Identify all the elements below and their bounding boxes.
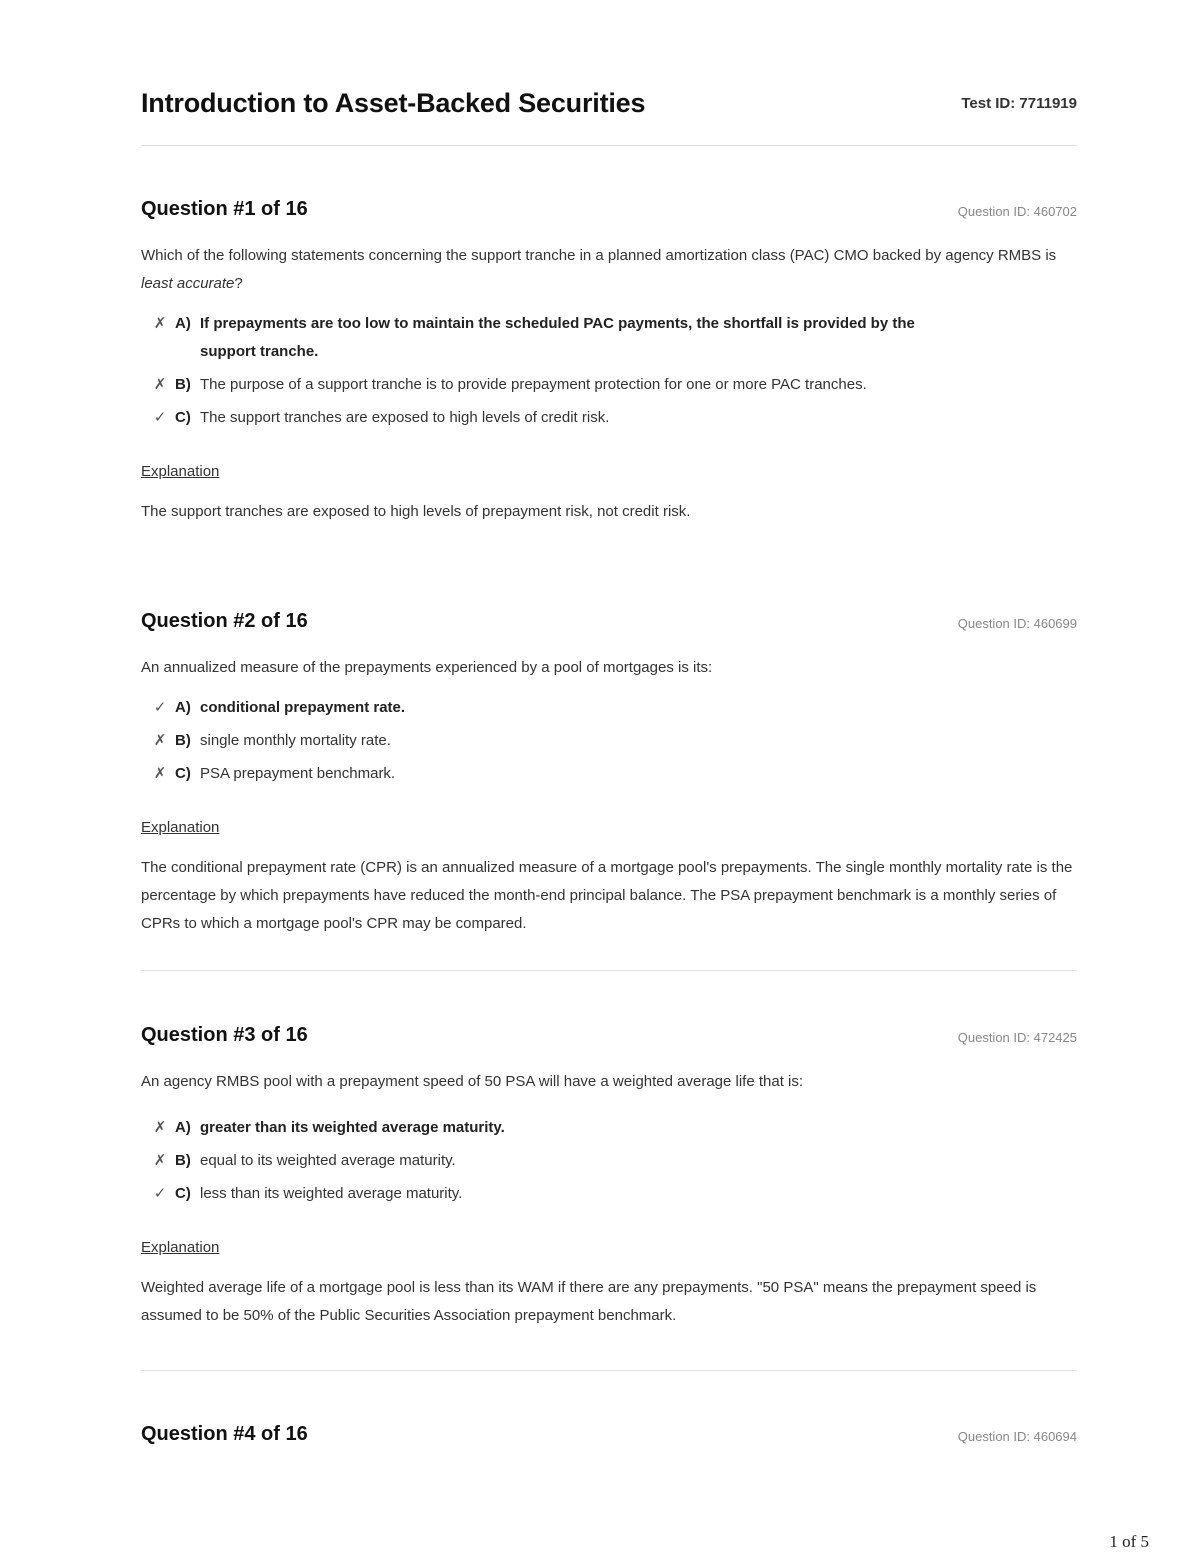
option-letter: C) — [175, 1185, 191, 1202]
cross-icon: ✗ — [153, 1152, 167, 1169]
question-title: Question #4 of 16 — [141, 1423, 308, 1445]
question-id: Question ID: 460694 — [957, 1429, 1077, 1444]
option-letter: A) — [175, 315, 191, 332]
answer-options — [141, 1114, 1077, 1208]
option-text: The purpose of a support tranche is to provide prepayment protection for one or more PAC tranches. — [200, 376, 867, 393]
option-letter: B) — [175, 376, 191, 393]
option-text: If prepayments are too low to maintain the scheduled PAC payments, the shortfall is provided by the support tranche. — [200, 315, 915, 360]
page-number: 1 of 5 — [1109, 1532, 1149, 1551]
answer-option-c — [141, 760, 1077, 788]
question-id: Question ID: 472425 — [957, 1030, 1077, 1045]
answer-option-c — [141, 1180, 1077, 1208]
question-id: Question ID: 460699 — [957, 616, 1077, 631]
stem-text: Which of the following statements concerning the support tranche in a planned amortization class (PAC) CMO backed by agency RMBS is — [141, 247, 1057, 264]
document-header — [141, 88, 1077, 128]
answer-option-b — [141, 371, 1077, 399]
question-header — [141, 198, 1077, 226]
question-title: Question #3 of 16 — [141, 1024, 308, 1046]
stem-text: An agency RMBS pool with a prepayment speed of 50 PSA will have a weighted average life that is: — [141, 1073, 804, 1090]
option-letter: C) — [175, 765, 191, 782]
cross-icon: ✗ — [153, 732, 167, 749]
check-icon: ✓ — [153, 1185, 167, 1202]
option-letter: B) — [175, 1152, 191, 1169]
test-id: Test ID: 7711919 — [961, 95, 1077, 112]
explanation-label: Explanation — [141, 819, 220, 836]
header-divider — [141, 145, 1077, 146]
page-title: Introduction to Asset-Backed Securities — [141, 88, 646, 118]
answer-option-a — [141, 310, 1077, 366]
option-text: greater than its weighted average maturity. — [200, 1119, 505, 1136]
question-header — [141, 610, 1077, 638]
question-stem — [141, 1068, 1077, 1096]
stem-emphasis: least accurate — [141, 275, 235, 292]
answer-option-b — [141, 1147, 1077, 1175]
cross-icon: ✗ — [153, 765, 167, 782]
question-divider — [141, 1370, 1077, 1371]
stem-text: An annualized measure of the prepayments experienced by a pool of mortgages is its: — [141, 659, 713, 676]
explanation-text: The support tranches are exposed to high levels of prepayment risk, not credit risk. — [141, 503, 691, 520]
question-stem — [141, 654, 1077, 682]
explanation-label: Explanation — [141, 463, 220, 480]
option-text: The support tranches are exposed to high levels of credit risk. — [200, 409, 610, 426]
option-text: single monthly mortality rate. — [200, 732, 391, 749]
question-2 — [141, 610, 1077, 938]
option-letter: B) — [175, 732, 191, 749]
check-icon: ✓ — [153, 699, 167, 716]
question-title: Question #2 of 16 — [141, 610, 308, 632]
question-divider — [141, 970, 1077, 971]
question-3 — [141, 1024, 1077, 1330]
stem-text-end: ? — [234, 275, 243, 292]
answer-option-a — [141, 1114, 1077, 1142]
question-1 — [141, 198, 1077, 526]
answer-options — [141, 694, 1077, 788]
cross-icon: ✗ — [153, 315, 167, 332]
question-header — [141, 1024, 1077, 1052]
explanation-text: Weighted average life of a mortgage pool is less than its WAM if there are any prepayments. "50 PSA" means the prepayment speed is assumed to be 50% of the Public Securities Association prepayment benchmark. — [141, 1279, 1037, 1324]
option-letter: A) — [175, 699, 191, 716]
question-id: Question ID: 460702 — [957, 204, 1077, 219]
answer-option-c — [141, 404, 1077, 432]
question-title: Question #1 of 16 — [141, 198, 308, 220]
question-stem — [141, 242, 1077, 298]
answer-options — [141, 310, 1077, 432]
option-text: PSA prepayment benchmark. — [200, 765, 396, 782]
explanation-text: The conditional prepayment rate (CPR) is an annualized measure of a mortgage pool's prepayments. The single monthly mortality rate is the percentage by which prepayments have reduced the month-end principal balance. The PSA prepayment benchmark is a monthly series of CPRs to which a mortgage pool's CPR may be compared. — [141, 859, 1073, 932]
cross-icon: ✗ — [153, 1119, 167, 1136]
option-letter: A) — [175, 1119, 191, 1136]
question-header — [141, 1423, 1077, 1451]
option-letter: C) — [175, 409, 191, 426]
option-text: less than its weighted average maturity. — [200, 1185, 463, 1202]
answer-option-a — [141, 694, 1077, 722]
answer-option-b — [141, 727, 1077, 755]
option-text: conditional prepayment rate. — [200, 699, 406, 716]
cross-icon: ✗ — [153, 376, 167, 393]
question-4 — [141, 1423, 1077, 1451]
check-icon: ✓ — [153, 409, 167, 426]
explanation-label: Explanation — [141, 1239, 220, 1256]
option-text: equal to its weighted average maturity. — [200, 1152, 456, 1169]
